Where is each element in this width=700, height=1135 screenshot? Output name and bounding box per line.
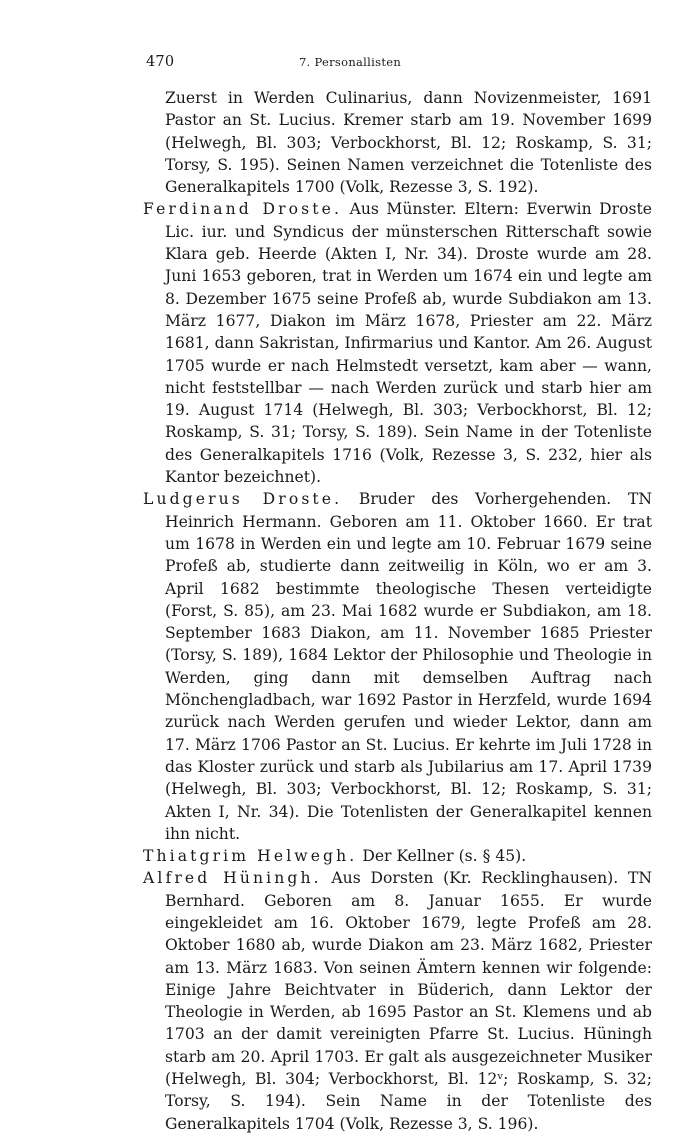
list-entry-ferdinand-droste — [143, 198, 652, 488]
entry-text: Bruder des Vorhergehenden. TN Heinrich Hermann. Geboren am 11. Oktober 1660. Er trat um 1678 in Werden ein und legte am 10. Februar 1679 seine Profeß ab, studierte dann zeitweilig in Köln, wo er am 3. April 1682 bestimmte theologische Thesen verteidigte (Forst, S. 85), am 23. Mai 1682 wurde er Subdiakon, am 18. September 1683 Diakon, am 11. November 1685 Priester (Torsy, S. 189), 1684 Lektor der Philosophie und Theologie in Werden, ging dann mit demselben Auftrag nach Mönchengladbach, war 1692 Pastor in Herzfeld, wurde 1694 zurück nach Werden gerufen und wieder Lektor, dann am 17. März 1706 Pastor an St. Lucius. Er kehrte im Juli 1728 in das Kloster zurück und starb als Jubilarius am 17. April 1739 (Helwegh, Bl. 303; Verbockhorst, Bl. 12; Roskamp, S. 31; Akten I, Nr. 34). Die Totenlisten der Generalkapitel kennen ihn nicht. — [165, 490, 652, 843]
person-name: Alfred Hüningh. — [143, 869, 322, 888]
text-block — [143, 87, 652, 1135]
list-entry-ludgerus-droste — [143, 488, 652, 845]
list-entry-thiatgrim-helwegh — [143, 845, 652, 867]
page-number: 470 — [146, 54, 175, 70]
person-name: Thiatgrim Helwegh. — [143, 847, 358, 866]
list-entry-alfred-huningh — [143, 867, 652, 1135]
list-entry-continuation — [143, 87, 652, 198]
entry-text: Zuerst in Werden Culinarius, dann Novizenmeister, 1691 Pastor an St. Lucius. Kremer starb am 19. November 1699 (Helwegh, Bl. 303; Verbockhorst, Bl. 12; Roskamp, S. 31; Torsy, S. 195). Seinen Namen verzeichnet die Totenliste des Generalkapitels 1700 (Volk, Rezesse 3, S. 192). — [165, 89, 652, 197]
entry-text: Aus Dorsten (Kr. Recklinghausen). TN Bernhard. Geboren am 8. Januar 1655. Er wurde eingekleidet am 16. Oktober 1679, legte Profeß am 28. Oktober 1680 ab, wurde Diakon am 23. März 1682, Priester am 13. März 1683. Von seinen Ämtern kennen wir folgende: Einige Jahre Beichtvater in Büderich, dann Lektor der Theologie in Werden, ab 1695 Pastor an St. Klemens und ab 1703 an der damit vereinigten Pfarre St. Lucius. Hüningh starb am 20. April 1703. Er galt als ausgezeichneter Musiker (Helwegh, Bl. 304; Verbockhorst, Bl. 12ᵛ; Roskamp, S. 32; Torsy, S. 194). Sein Name in der Totenliste des Generalkapitels 1704 (Volk, Rezesse 3, S. 196). — [165, 869, 652, 1133]
entry-text: Aus Münster. Eltern: Everwin Droste Lic. iur. und Syndicus der münsterschen Ritterschaft sowie Klara geb. Heerde (Akten I, Nr. 34). Droste wurde am 28. Juni 1653 geboren, trat in Werden um 1674 ein und legte am 8. Dezember 1675 seine Profeß ab, wurde Subdiakon am 13. März 1677, Diakon im März 1678, Priester am 22. März 1681, dann Sakristan, Infirmarius und Kantor. Am 26. August 1705 wurde er nach Helmstedt versetzt, kam aber — wann, nicht feststellbar — nach Werden zurück und starb hier am 19. August 1714 (Helwegh, Bl. 303; Verbockhorst, Bl. 12; Roskamp, S. 31; Torsy, S. 189). Sein Name in der Totenliste des Generalkapitels 1716 (Volk, Rezesse 3, S. 232, hier als Kantor bezeichnet). — [165, 200, 652, 487]
person-name: Ferdinand Droste. — [143, 200, 343, 219]
running-head: 7. Personallisten — [298, 55, 402, 69]
person-name: Ludgerus Droste. — [143, 490, 343, 509]
entry-text: Der Kellner (s. § 45). — [362, 847, 527, 866]
